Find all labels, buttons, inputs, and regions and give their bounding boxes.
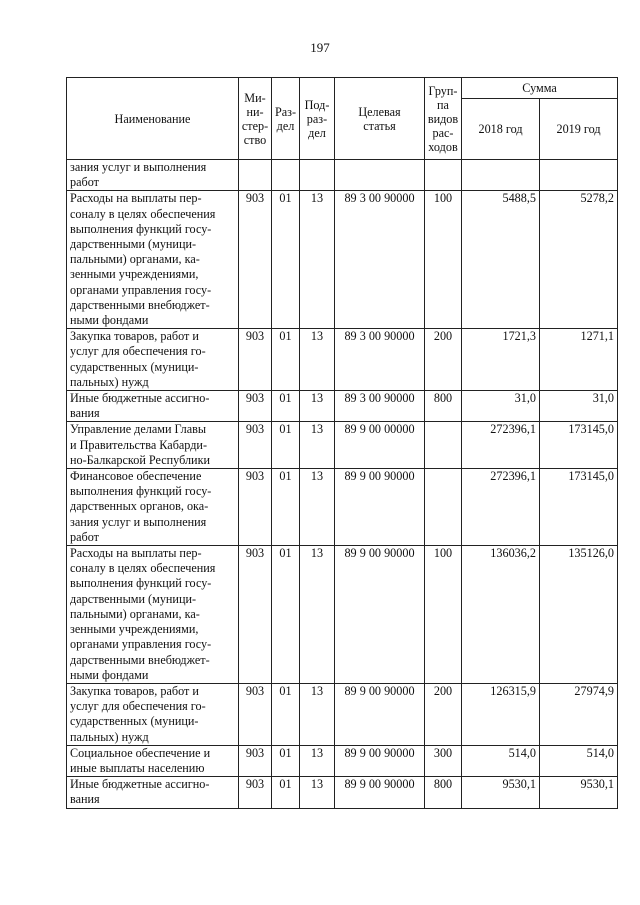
table-row [67, 546, 618, 684]
row-amount-2018: 514,0 [462, 745, 540, 776]
row-section: 01 [272, 546, 300, 684]
row-name-line: выполнения функций госу- [70, 221, 212, 236]
row-section [272, 160, 300, 191]
header-year-2019: 2019 год [540, 99, 618, 160]
table-row [67, 329, 618, 391]
row-ministry: 903 [239, 391, 272, 422]
row-group [425, 160, 462, 191]
row-subsection: 13 [300, 391, 335, 422]
row-name-line: но-Балкарской Республики [70, 452, 211, 467]
row-group: 200 [425, 683, 462, 745]
row-name-line: Социальное обеспечение и [70, 745, 211, 760]
row-amount-2018: 126315,9 [462, 683, 540, 745]
header-ministry-line: ство [243, 132, 267, 147]
row-ministry: 903 [239, 469, 272, 546]
row-ministry: 903 [239, 683, 272, 745]
row-name-line: Иные бюджетные ассигно- [70, 391, 210, 406]
row-name-line: работ [70, 529, 99, 544]
row-name-line: зенными учреждениями, [70, 267, 199, 282]
row-name-line: дарственными внебюджет- [70, 652, 210, 667]
row-name-line: услуг для обеспечения го- [70, 344, 206, 359]
header-sum: Сумма [462, 78, 618, 99]
row-name-line: зания услуг и выполнения [70, 160, 207, 174]
row-name-line: дарственными (муници- [70, 591, 197, 606]
row-name-line: пальными) органами, ка- [70, 252, 200, 267]
row-group: 800 [425, 777, 462, 808]
row-name-line: Иные бюджетные ассигно- [70, 777, 210, 792]
row-target: 89 9 00 90000 [335, 469, 425, 546]
row-subsection: 13 [300, 329, 335, 391]
row-name [67, 160, 239, 191]
row-group: 800 [425, 391, 462, 422]
row-ministry: 903 [239, 329, 272, 391]
row-target: 89 3 00 90000 [335, 329, 425, 391]
row-name-line: органами управления госу- [70, 637, 212, 652]
row-name-line: органами управления госу- [70, 282, 212, 297]
table-body [67, 160, 618, 809]
row-amount-2019: 31,0 [540, 391, 618, 422]
header-section-line: дел [276, 118, 295, 133]
row-target: 89 3 00 90000 [335, 391, 425, 422]
header-ministry [239, 78, 272, 160]
row-name-line: пальных) нужд [70, 374, 149, 389]
row-target: 89 9 00 90000 [335, 777, 425, 808]
row-ministry: 903 [239, 777, 272, 808]
row-subsection: 13 [300, 191, 335, 329]
row-group: 200 [425, 329, 462, 391]
row-name-line: услуг для обеспечения го- [70, 699, 206, 714]
row-name [67, 191, 239, 329]
header-subsection-line: дел [308, 125, 326, 140]
header-target-line: статья [363, 118, 396, 133]
row-amount-2018: 136036,2 [462, 546, 540, 684]
budget-table [66, 77, 618, 809]
row-name [67, 469, 239, 546]
header-group-line: Груп- [428, 83, 458, 98]
row-amount-2018: 272396,1 [462, 422, 540, 469]
row-amount-2018: 1721,3 [462, 329, 540, 391]
header-group-line: рас- [432, 125, 454, 140]
header-subsection [300, 78, 335, 160]
row-name [67, 329, 239, 391]
row-subsection: 13 [300, 777, 335, 808]
row-amount-2019: 9530,1 [540, 777, 618, 808]
header-row [67, 78, 618, 99]
row-section: 01 [272, 329, 300, 391]
header-subsection-line: Под- [304, 97, 330, 112]
row-name-line: Закупка товаров, работ и [70, 329, 199, 344]
header-ministry-line: стер- [241, 118, 269, 133]
header-group-line: ходов [428, 139, 458, 154]
row-amount-2018: 272396,1 [462, 469, 540, 546]
row-group: 100 [425, 546, 462, 684]
page-number: 197 [310, 40, 330, 55]
row-section: 01 [272, 191, 300, 329]
row-ministry: 903 [239, 546, 272, 684]
table-row [67, 777, 618, 808]
row-section: 01 [272, 391, 300, 422]
row-name-line: вания [70, 406, 100, 421]
row-name [67, 777, 239, 808]
row-target: 89 9 00 90000 [335, 683, 425, 745]
row-name-line: дарственными внебюджет- [70, 297, 210, 312]
header-group [425, 78, 462, 160]
row-subsection [300, 160, 335, 191]
row-name-line: выполнения функций госу- [70, 576, 212, 591]
header-subsection-line: раз- [306, 111, 328, 126]
table-row [67, 422, 618, 469]
row-group: 100 [425, 191, 462, 329]
row-amount-2019: 27974,9 [540, 683, 618, 745]
header-section [272, 78, 300, 160]
row-target: 89 3 00 90000 [335, 191, 425, 329]
row-target [335, 160, 425, 191]
header-target [335, 78, 425, 160]
row-ministry: 903 [239, 422, 272, 469]
row-amount-2018 [462, 160, 540, 191]
row-amount-2019 [540, 160, 618, 191]
table-row [67, 683, 618, 745]
row-amount-2018: 31,0 [462, 391, 540, 422]
row-name-line: соналу в целях обеспечения [70, 206, 216, 221]
row-subsection: 13 [300, 546, 335, 684]
row-name-line: Расходы на выплаты пер- [70, 191, 202, 206]
row-name-line: зания услуг и выполнения [70, 514, 207, 529]
row-name-line: Управление делами Главы [70, 422, 207, 437]
row-subsection: 13 [300, 745, 335, 776]
row-amount-2018: 5488,5 [462, 191, 540, 329]
row-section: 01 [272, 683, 300, 745]
header-ministry-line: Ми- [244, 90, 266, 105]
header-group-line: видов [427, 111, 459, 126]
row-name-line: сударственных (муници- [70, 359, 199, 374]
row-name-line: работ [70, 175, 99, 190]
row-subsection: 13 [300, 683, 335, 745]
row-name-line: выполнения функций госу- [70, 484, 212, 499]
row-name [67, 745, 239, 776]
row-name-line: ными фондами [70, 667, 149, 682]
row-name-line: сударственных (муници- [70, 714, 199, 729]
row-section: 01 [272, 422, 300, 469]
row-name-line: Расходы на выплаты пер- [70, 546, 202, 561]
row-group [425, 422, 462, 469]
table-row [67, 191, 618, 329]
row-subsection: 13 [300, 469, 335, 546]
row-name-line: дарственных органов, ока- [70, 499, 209, 514]
row-ministry [239, 160, 272, 191]
row-name-line: иные выплаты населению [70, 760, 205, 775]
row-name-line: зенными учреждениями, [70, 622, 199, 637]
row-amount-2019: 514,0 [540, 745, 618, 776]
row-name-line: и Правительства Кабарди- [70, 437, 208, 452]
row-subsection: 13 [300, 422, 335, 469]
row-name-line: Финансовое обеспечение [70, 469, 202, 484]
header-ministry-line: ни- [246, 104, 264, 119]
row-name-line: дарственными (муници- [70, 237, 197, 252]
row-amount-2019: 135126,0 [540, 546, 618, 684]
header-name: Наименование [67, 78, 239, 160]
row-name-line: ными фондами [70, 313, 149, 328]
row-target: 89 9 00 90000 [335, 745, 425, 776]
row-name-line: соналу в целях обеспечения [70, 561, 216, 576]
header-year-2018: 2018 год [462, 99, 540, 160]
header-target-line: Целевая [358, 104, 401, 119]
row-name [67, 422, 239, 469]
row-group: 300 [425, 745, 462, 776]
row-section: 01 [272, 745, 300, 776]
row-name [67, 683, 239, 745]
table-row [67, 391, 618, 422]
row-amount-2019: 1271,1 [540, 329, 618, 391]
table-row [67, 469, 618, 546]
row-amount-2018: 9530,1 [462, 777, 540, 808]
row-amount-2019: 5278,2 [540, 191, 618, 329]
row-section: 01 [272, 777, 300, 808]
table-row [67, 160, 618, 191]
row-name [67, 546, 239, 684]
row-group [425, 469, 462, 546]
row-name-line: пальными) органами, ка- [70, 606, 200, 621]
row-amount-2019: 173145,0 [540, 422, 618, 469]
header-section-line: Раз- [274, 104, 297, 119]
row-name [67, 391, 239, 422]
table-row [67, 745, 618, 776]
row-target: 89 9 00 00000 [335, 422, 425, 469]
header-group-line: па [437, 97, 449, 112]
row-section: 01 [272, 469, 300, 546]
row-ministry: 903 [239, 745, 272, 776]
row-name-line: вания [70, 792, 100, 807]
row-amount-2019: 173145,0 [540, 469, 618, 546]
row-name-line: пальных) нужд [70, 729, 149, 744]
row-target: 89 9 00 90000 [335, 546, 425, 684]
row-name-line: Закупка товаров, работ и [70, 683, 199, 698]
row-ministry: 903 [239, 191, 272, 329]
